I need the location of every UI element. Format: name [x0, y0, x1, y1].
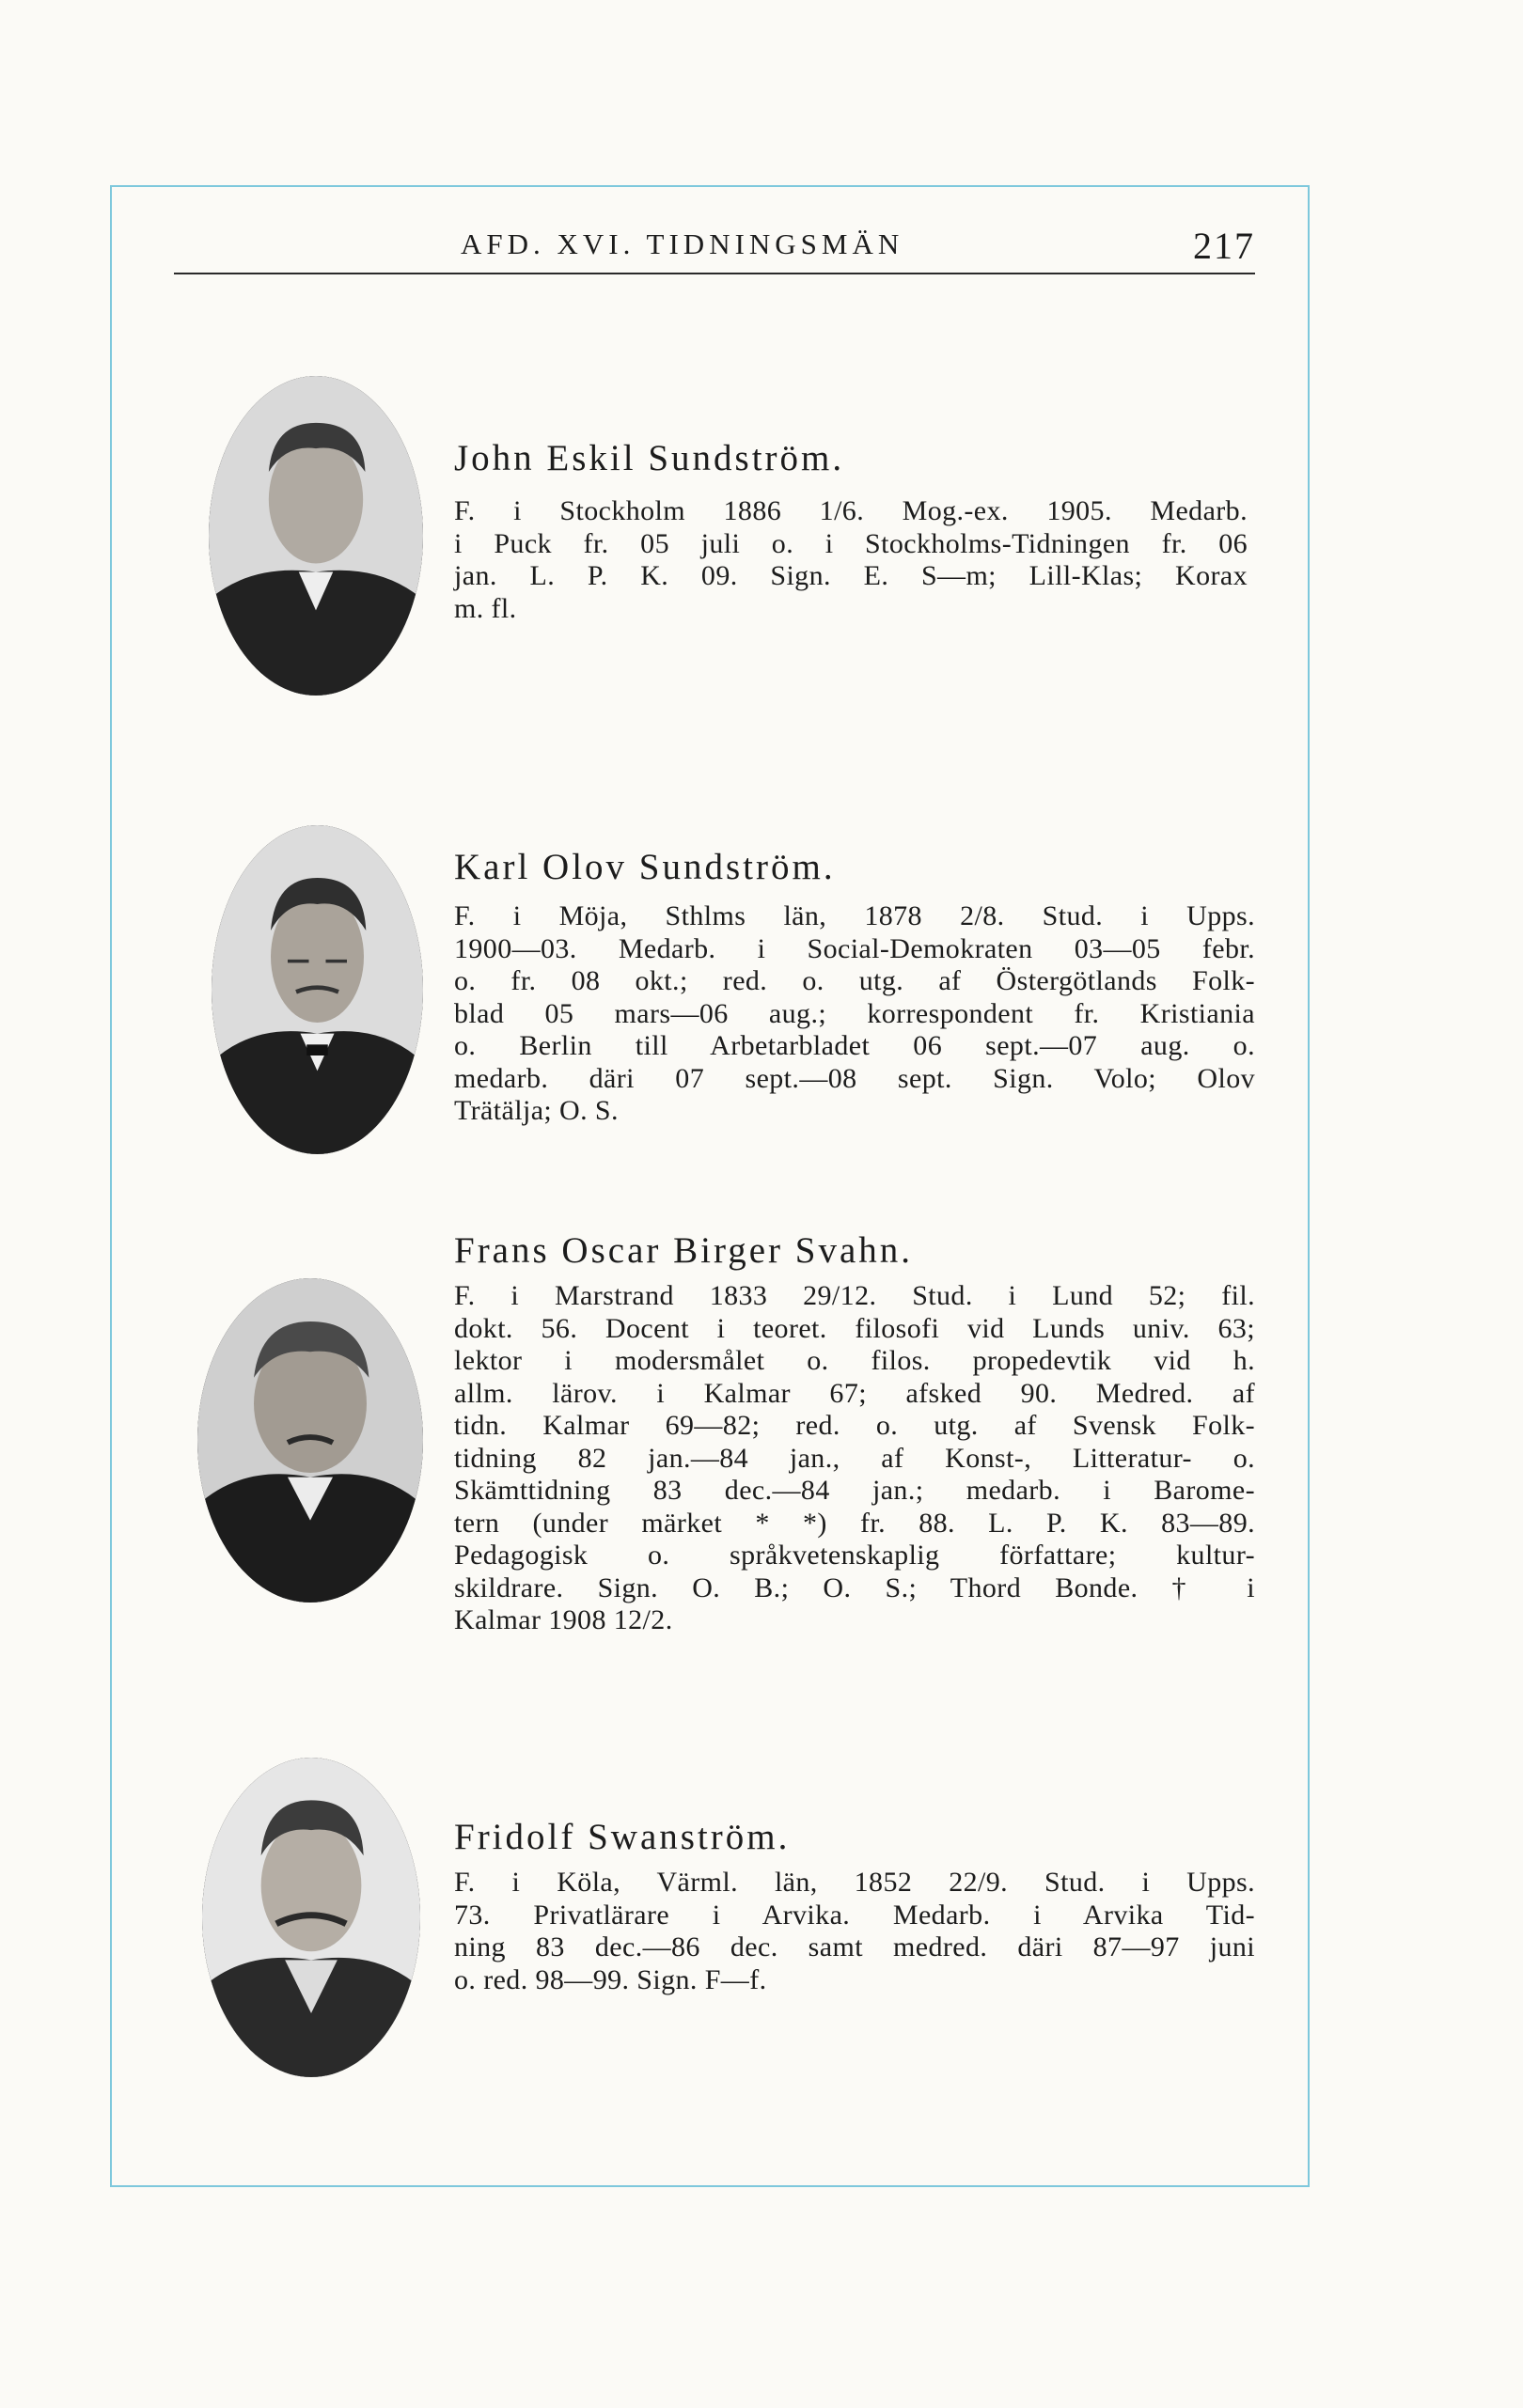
entry-biography [454, 1867, 1255, 1996]
bio-line: Pedagogisk o. språkvetenskaplig författare; kultur- [454, 1540, 1255, 1571]
bio-line: tern (under märket * *) fr. 88. L. P. K. 83—89. [454, 1507, 1255, 1539]
bio-line: m. fl. [454, 592, 517, 624]
bio-line: 1900—03. Medarb. i Social-Demokraten 03—05 febr. [454, 932, 1255, 964]
entry-name: Frans Oscar Birger Svahn. [454, 1230, 914, 1271]
bio-line: o. red. 98—99. Sign. F—f. [454, 1963, 767, 1995]
entry-biography [454, 1280, 1255, 1637]
entry-biography [454, 495, 1248, 625]
bio-line: i Puck fr. 05 juli o. i Stockholms-Tidningen fr. 06 [454, 527, 1248, 559]
bio-line: skildrare. Sign. O. B.; O. S.; Thord Bonde. † i [454, 1571, 1255, 1603]
portrait-photo [202, 1758, 420, 2077]
bio-line: tidning 82 jan.—84 jan., af Konst-, Litteratur- o. [454, 1442, 1255, 1474]
bio-line: Skämttidning 83 dec.—84 jan.; medarb. i Barome- [454, 1475, 1255, 1506]
bio-line: F. i Marstrand 1833 29/12. Stud. i Lund 52; fil. [454, 1280, 1255, 1311]
bio-line: Kalmar 1908 12/2. [454, 1604, 673, 1635]
entry-name: John Eskil Sundström. [454, 438, 845, 478]
entry-biography [454, 900, 1255, 1128]
bio-line: dokt. 56. Docent i teoret. filosofi vid Lunds univ. 63; [454, 1312, 1255, 1344]
bio-line: allm. lärov. i Kalmar 67; afsked 90. Medred. af [454, 1377, 1255, 1409]
bio-line: Trätälja; O. S. [454, 1095, 619, 1126]
bio-line: ning 83 dec.—86 dec. samt medred. däri 87—97 juni [454, 1931, 1255, 1962]
bio-line: medarb. däri 07 sept.—08 sept. Sign. Volo; Olov [454, 1062, 1255, 1094]
bio-line: F. i Möja, Sthlms län, 1878 2/8. Stud. i Upps. [454, 900, 1255, 931]
bio-line: jan. L. P. K. 09. Sign. E. S—m; Lill-Klas; Korax [454, 560, 1248, 591]
bio-line: F. i Köla, Värml. län, 1852 22/9. Stud. i Upps. [454, 1867, 1255, 1898]
bio-line: 73. Privatlärare i Arvika. Medarb. i Arvika Tid- [454, 1899, 1255, 1931]
portrait-photo [209, 376, 423, 696]
running-head: AFD. XVI. TIDNINGSMÄN [461, 227, 904, 260]
bio-line: blad 05 mars—06 aug.; korrespondent fr. Kristiania [454, 997, 1255, 1029]
bio-line: F. i Stockholm 1886 1/6. Mog.-ex. 1905. Medarb. [454, 495, 1248, 526]
portrait-photo [197, 1278, 423, 1603]
bio-line: o. fr. 08 okt.; red. o. utg. af Östergötlands Folk- [454, 965, 1255, 996]
page-number: 217 [1193, 225, 1255, 267]
bio-line: lektor i modersmålet o. filos. propedevtik vid h. [454, 1345, 1255, 1376]
entry-name: Karl Olov Sundström. [454, 847, 836, 887]
bio-line: o. Berlin till Arbetarbladet 06 sept.—07 aug. o. [454, 1030, 1255, 1061]
portrait-photo [212, 825, 423, 1154]
bio-line: tidn. Kalmar 69—82; red. o. utg. af Svensk Folk- [454, 1410, 1255, 1441]
entry-name: Fridolf Swanström. [454, 1817, 791, 1857]
page-header [174, 216, 1255, 274]
